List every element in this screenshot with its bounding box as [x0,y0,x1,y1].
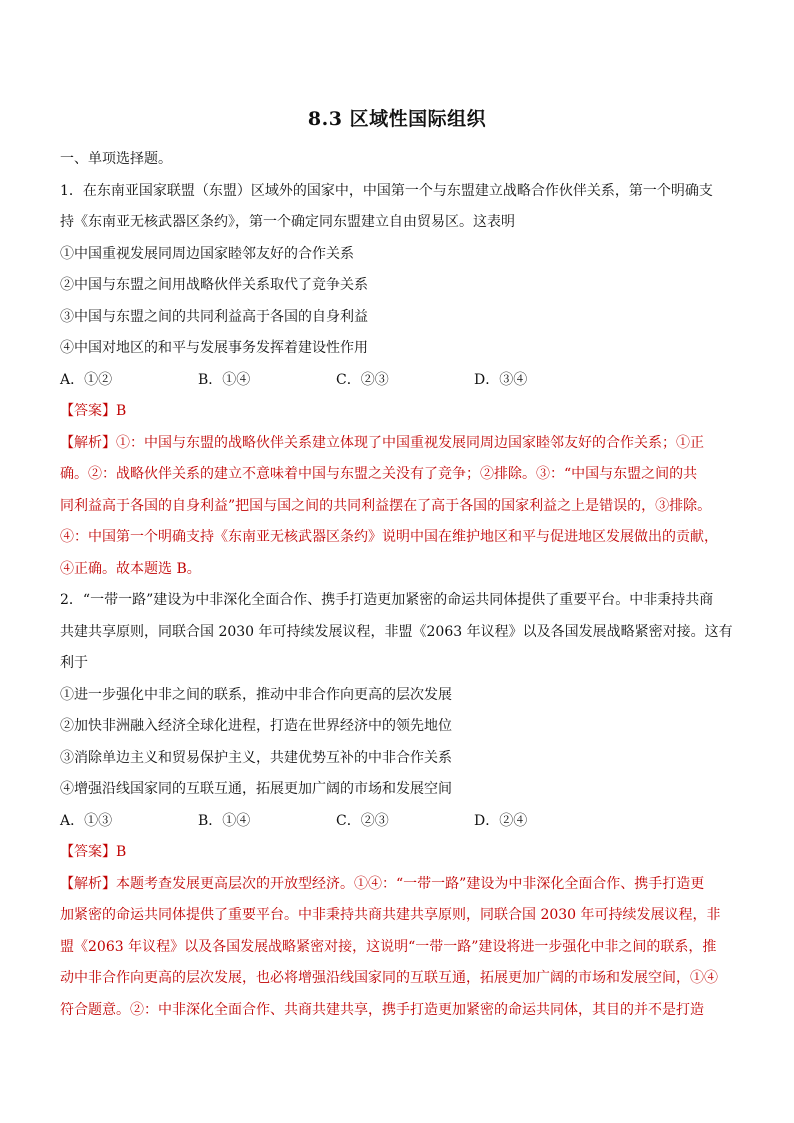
q2-option-b: B．①④ [198,812,251,829]
q2-statement-1: ①进一步强化中非之间的联系，推动中非合作向更高的层次发展 [60,686,452,703]
q1-option-d: D．③④ [474,371,528,388]
q2-answer-value: B [116,844,127,860]
q2-analysis-tag: 【解析】 [60,875,116,892]
q2-analysis-line-4: 动中非合作向更高的层次发展，也必将增强沿线国家同的互联互通，拓展更加广阔的市场和发展空间，①④ [60,970,718,986]
q1-statement-3: ③中国与东盟之间的共同利益高于各国的自身利益 [60,308,368,325]
question-2 [60,585,736,1026]
q2-analysis-line-3: 盟《2063 年议程》以及各国发展战略紧密对接，这说明“一带一路”建设将进一步强化中非之间的联系，推 [60,938,717,955]
q1-option-c: C．②③ [336,371,389,388]
q2-analysis-line-2: 加紧密的命运共同体提供了重要平台。中非秉持共商共建共享原则，同联合国 2030 年可持续发展议程，非 [60,907,721,923]
q2-answer-tag: 【答案】 [60,844,116,860]
q2-option-d: D．②④ [474,812,528,829]
q1-answer-value: B [116,403,127,419]
q1-analysis-line-3: 同利益高于各国的自身利益”把国与国之间的共同利益摆在了高于各国的国家利益之上是错误的，③排除。 [60,497,712,514]
q1-statement-1: ①中国重视发展同周边国家睦邻友好的合作关系 [60,245,354,262]
q2-statement-2: ②加快非洲融入经济全球化进程，打造在世界经济中的领先地位 [60,718,452,734]
question-1 [60,176,736,586]
q1-analysis-line-1 [60,428,736,460]
q2-statement-3: ③消除单边主义和贸易保护主义，共建优势互补的中非合作关系 [60,749,452,766]
q2-stem-line-3: 利于 [60,655,88,671]
q1-statement-4: ④中国对地区的和平与发展事务发挥着建设性作用 [60,340,368,356]
q1-analysis-tag: 【解析】 [60,434,116,451]
q2-option-a: A．①③ [60,812,113,829]
section-heading: 一、单项选择题。 [60,151,172,167]
q2-analysis-line-1 [60,869,736,901]
page-title: 8.3 区域性国际组织 [307,108,487,130]
q2-answer [60,837,736,869]
q1-analysis-line-4: ④：中国第一个明确支持《东南亚无核武器区条约》说明中国在维护地区和平与促进地区发展做出的贡献， [60,529,718,545]
q2-statement-4: ④增强沿线国家同的互联互通，拓展更加广阔的市场和发展空间 [60,781,452,797]
q1-answer [60,396,736,428]
q1-answer-tag: 【答案】 [60,403,116,419]
q2-stem-line-1: 2．“一带一路”建设为中非深化全面合作、携手打造更加紧密的命运共同体提供了重要平台。中非秉持共商 [60,592,714,608]
q1-analysis-line-2: 确。②：战略伙伴关系的建立不意味着中国与东盟之关没有了竞争；②排除。③：“中国与东盟之间的共 [60,466,698,482]
q2-analysis-text-1: 本题考查发展更高层次的开放型经济。①④：“一带一路”建设为中非深化全面合作、携手打造更 [116,875,705,892]
q1-option-b: B．①④ [198,371,251,388]
q1-analysis-text-1: ①：中国与东盟的战略伙伴关系建立体现了中国重视发展同周边国家睦邻友好的合作关系；①正 [116,434,704,451]
q2-options [60,806,736,838]
q1-stem-line-2: 持《东南亚无核武器区条约》，第一个确定同东盟建立自由贸易区。这表明 [60,214,515,230]
q1-analysis-line-5: ④正确。故本题选 B。 [60,560,201,577]
q1-options [60,365,736,397]
document-body [60,144,736,1026]
q2-option-c: C．②③ [336,812,389,829]
q2-stem-line-2: 共建共享原则，同联合国 2030 年可持续发展议程，非盟《2063 年议程》以及各国发展战略紧密对接。这有 [60,623,733,640]
q1-stem-line-1: 1．在东南亚国家联盟（东盟）区域外的国家中，中国第一个与东盟建立战略合作伙伴关系，第一个明确支 [60,182,713,199]
q1-statement-2: ②中国与东盟之间用战略伙伴关系取代了竞争关系 [60,277,368,293]
q2-analysis-line-5: 符合题意。②：中非深化全面合作、共商共建共享，携手打造更加紧密的命运共同体，其目的并不是打造 [60,1001,704,1018]
q1-option-a: A．①② [60,371,113,388]
